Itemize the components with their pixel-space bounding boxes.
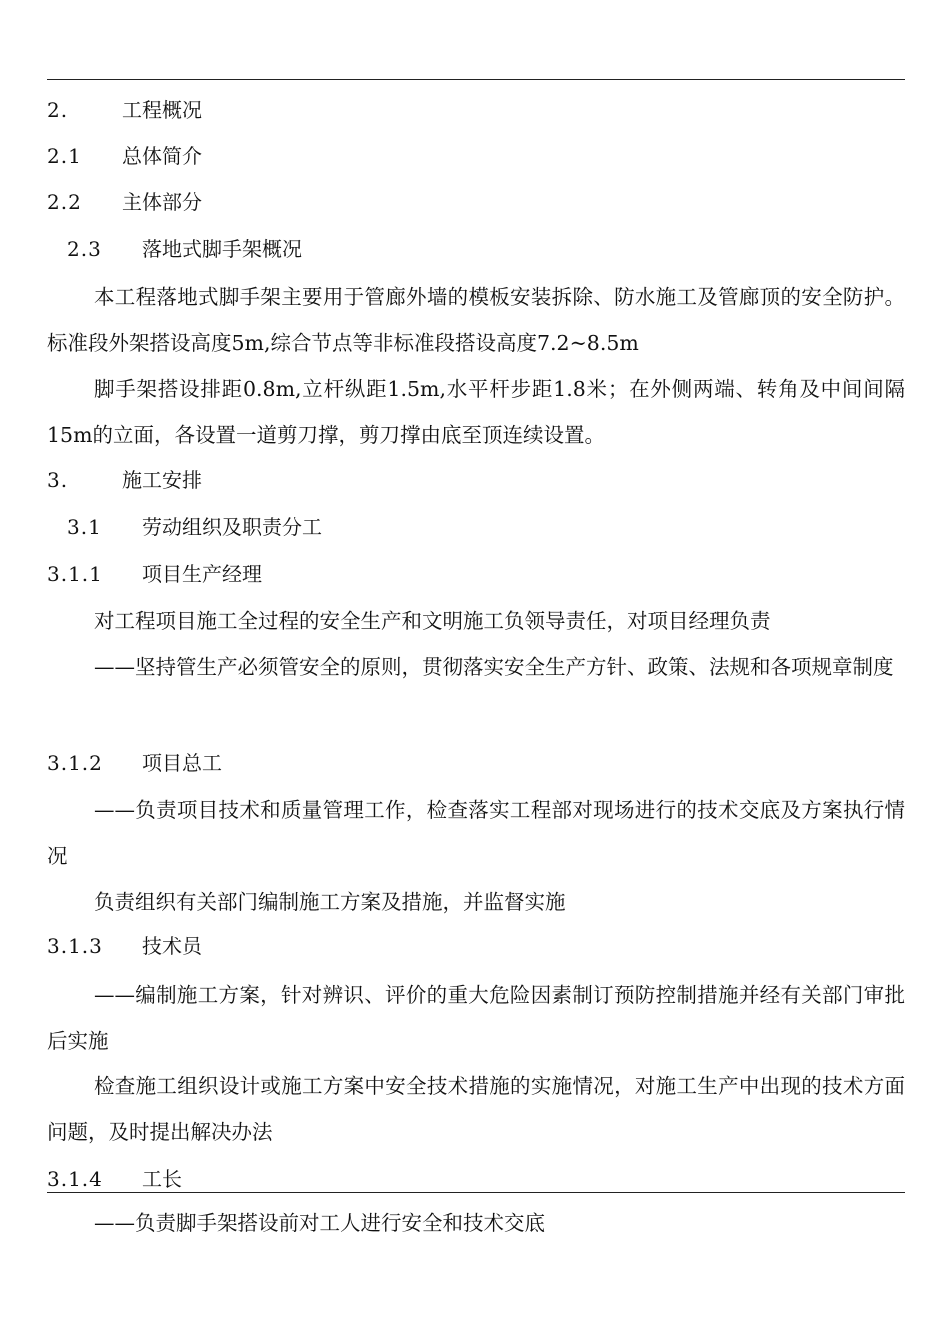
divider-rule [47,1192,905,1193]
section-title: 落地式脚手架概况 [142,237,302,261]
section-number: 2.1 [47,144,82,168]
section-title: 施工安排 [122,468,202,492]
paragraph: 对工程项目施工全过程的安全生产和文明施工负领导责任，对项目经理负责 [94,609,771,633]
header-rule [47,79,905,80]
section-number: 2.3 [67,237,102,261]
section-heading [67,235,925,263]
section-title: 主体部分 [122,190,202,214]
section-title: 项目生产经理 [142,562,262,586]
paragraph: 本工程落地式脚手架主要用于管廊外墙的模板安装拆除、防水施工及管廊顶的安全防护。标准段外架搭设高度5m,综合节点等非标准段搭设高度7.2~8.5m [47,285,905,355]
section-title: 项目总工 [142,751,222,775]
section-heading [47,1165,905,1193]
section-number: 3.1.3 [47,934,103,958]
paragraph: 脚手架搭设排距0.8m,立杆纵距1.5m,水平杆步距1.8米；在外侧两端、转角及中间间隔15m的立面，各设置一道剪刀撑，剪刀撑由底至顶连续设置。 [47,377,905,447]
paragraph: 检查施工组织设计或施工方案中安全技术措施的实施情况，对施工生产中出现的技术方面问题，及时提出解决办法 [47,1074,905,1144]
section-number: 2. [47,98,69,122]
section-heading [47,466,905,494]
paragraph: ——负责脚手架搭设前对工人进行安全和技术交底 [94,1211,545,1235]
section-number: 2.2 [47,190,82,214]
section-number: 3. [47,468,69,492]
section-number: 3.1.2 [47,751,103,775]
paragraph: ——编制施工方案，针对辨识、评价的重大危险因素制订预防控制措施并经有关部门审批后实施 [47,983,905,1053]
paragraph: ——负责项目技术和质量管理工作，检查落实工程部对现场进行的技术交底及方案执行情况 [47,798,905,868]
section-heading [47,142,905,170]
section-number: 3.1.1 [47,562,103,586]
section-heading [47,96,905,124]
section-heading [47,932,905,960]
section-heading [47,560,905,588]
section-title: 工长 [142,1167,182,1191]
section-number: 3.1.4 [47,1167,103,1191]
paragraph: ——坚持管生产必须管安全的原则，贯彻落实安全生产方针、政策、法规和各项规章制度 [94,655,894,679]
section-heading [47,749,905,777]
section-title: 技术员 [142,934,202,958]
section-title: 劳动组织及职责分工 [142,515,322,539]
section-heading [67,513,925,541]
paragraph: 负责组织有关部门编制施工方案及措施，并监督实施 [94,890,566,914]
section-number: 3.1 [67,515,102,539]
section-heading [47,188,905,216]
section-title: 总体简介 [122,144,202,168]
section-title: 工程概况 [122,98,202,122]
